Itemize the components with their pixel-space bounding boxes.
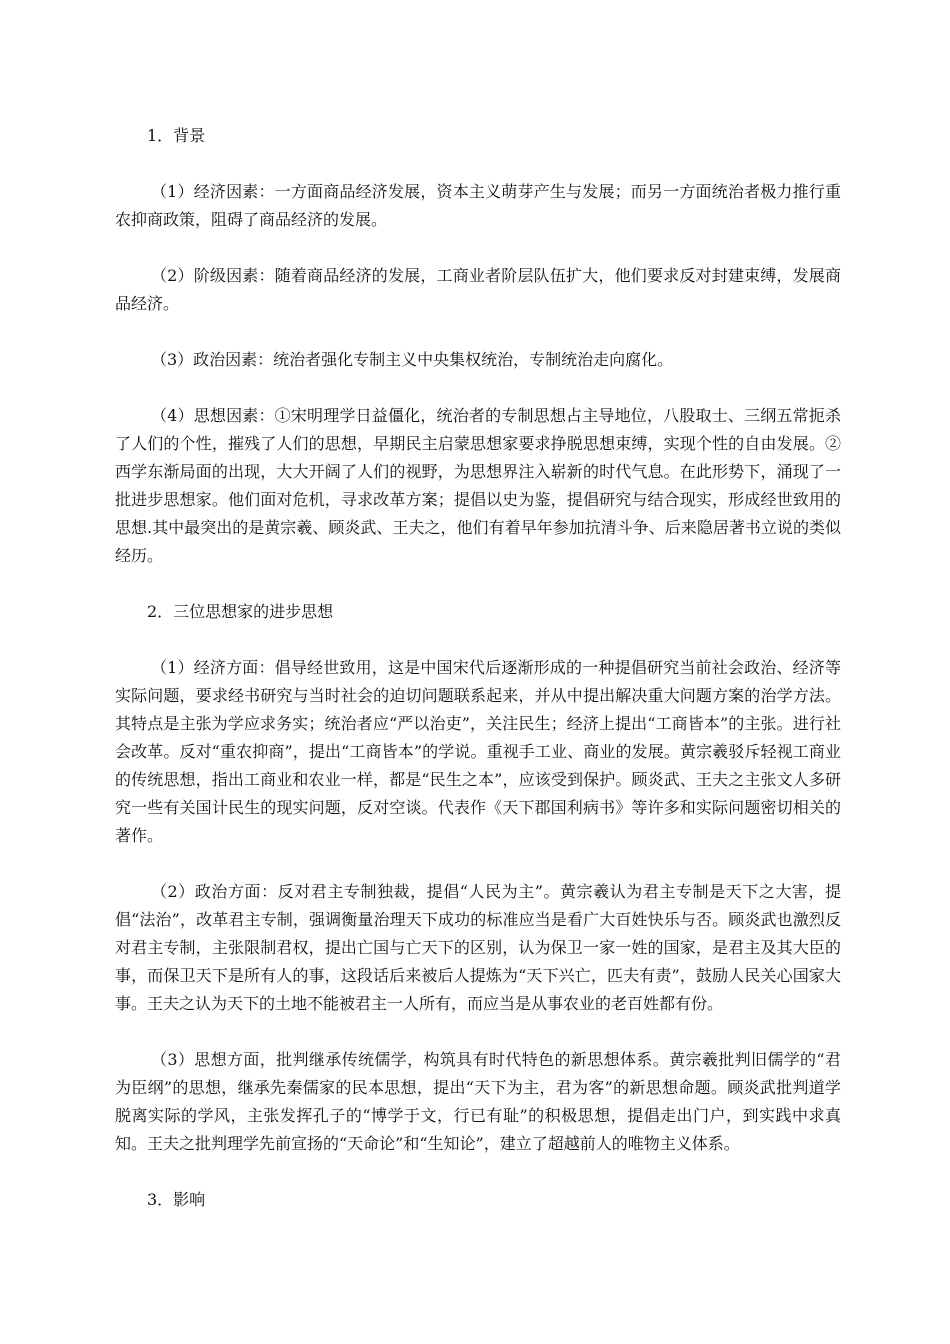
paragraph-political-aspect: （2）政治方面：反对君主专制独裁，提倡“人民为主”。黄宗羲认为君主专制是天下之大害，提倡“法治”，改革君主专制，强调衡量治理天下成功的标准应当是看广大百姓快乐与否。顾炎武也激烈反对君主专制，主张限制君权，提出亡国与亡天下的区别，认为保卫一家一姓的国家，是君主及其大臣的事，而保卫天下是所有人的事，这段话后来被后人提炼为“天下兴亡，匹夫有责”，鼓励人民关心国家大事。王夫之认为天下的土地不能被君主一人所有，而应当是从事农业的老百姓都有份。 — [115, 882, 841, 1013]
paragraph-political-factors: （3）政治因素：统治者强化专制主义中央集权统治，专制统治走向腐化。 — [151, 350, 674, 369]
paragraph-economic-aspect: （1）经济方面：倡导经世致用，这是中国宋代后逐渐形成的一种提倡研究当前社会政治、经济等实际问题，要求经书研究与当时社会的迫切问题联系起来，并从中提出解决重大问题方案的治学方法。其特点是主张为学应求务实；统治者应“严以治吏”，关注民生；经济上提出“工商皆本”的主张。进行社会改革。反对“重农抑商”，提出“工商皆本”的学说。重视手工业、商业的发展。黄宗羲驳斥轻视工商业的传统思想，指出工商业和农业一样，都是“民生之本”，应该受到保护。顾炎武、王夫之主张文人多研究一些有关国计民生的现实问题，反对空谈。代表作《天下郡国利病书》等许多和实际问题密切相关的著作。 — [115, 658, 841, 845]
paragraph-ideological-factors: （4）思想因素：①宋明理学日益僵化，统治者的专制思想占主导地位，八股取士、三纲五常扼杀了人们的个性，摧残了人们的思想，早期民主启蒙思想家要求挣脱思想束缚，实现个性的自由发展。②西学东渐局面的出现，大大开阔了人们的视野，为思想界注入崭新的时代气息。在此形势下，涌现了一批进步思想家。他们面对危机，寻求改革方案；提倡以史为鉴，提倡研究与结合现实，形成经世致用的思想.其中最突出的是黄宗羲、顾炎武、王夫之，他们有着早年参加抗清斗争、后来隐居著书立说的类似经历。 — [115, 406, 841, 565]
section-heading-background: 1．背景 — [147, 126, 206, 145]
section-heading-influence: 3．影响 — [147, 1190, 206, 1209]
paragraph-class-factors: （2）阶级因素：随着商品经济的发展，工商业者阶层队伍扩大，他们要求反对封建束缚，发展商品经济。 — [115, 266, 841, 313]
document-body — [115, 122, 841, 1214]
section-heading-progressive-thought: 2．三位思想家的进步思想 — [147, 602, 334, 621]
paragraph-economic-factors: （1）经济因素：一方面商品经济发展，资本主义萌芽产生与发展；而另一方面统治者极力推行重农抑商政策，阻碍了商品经济的发展。 — [115, 182, 841, 229]
paragraph-ideological-aspect: （3）思想方面，批判继承传统儒学，构筑具有时代特色的新思想体系。黄宗羲批判旧儒学的“君为臣纲”的思想，继承先秦儒家的民本思想，提出“天下为主，君为客”的新思想命题。顾炎武批判道学脱离实际的学风，主张发挥孔子的“博学于文，行已有耻”的积极思想，提倡走出门户，到实践中求真知。王夫之批判理学先前宣扬的“天命论”和“生知论”，建立了超越前人的唯物主义体系。 — [115, 1050, 841, 1153]
